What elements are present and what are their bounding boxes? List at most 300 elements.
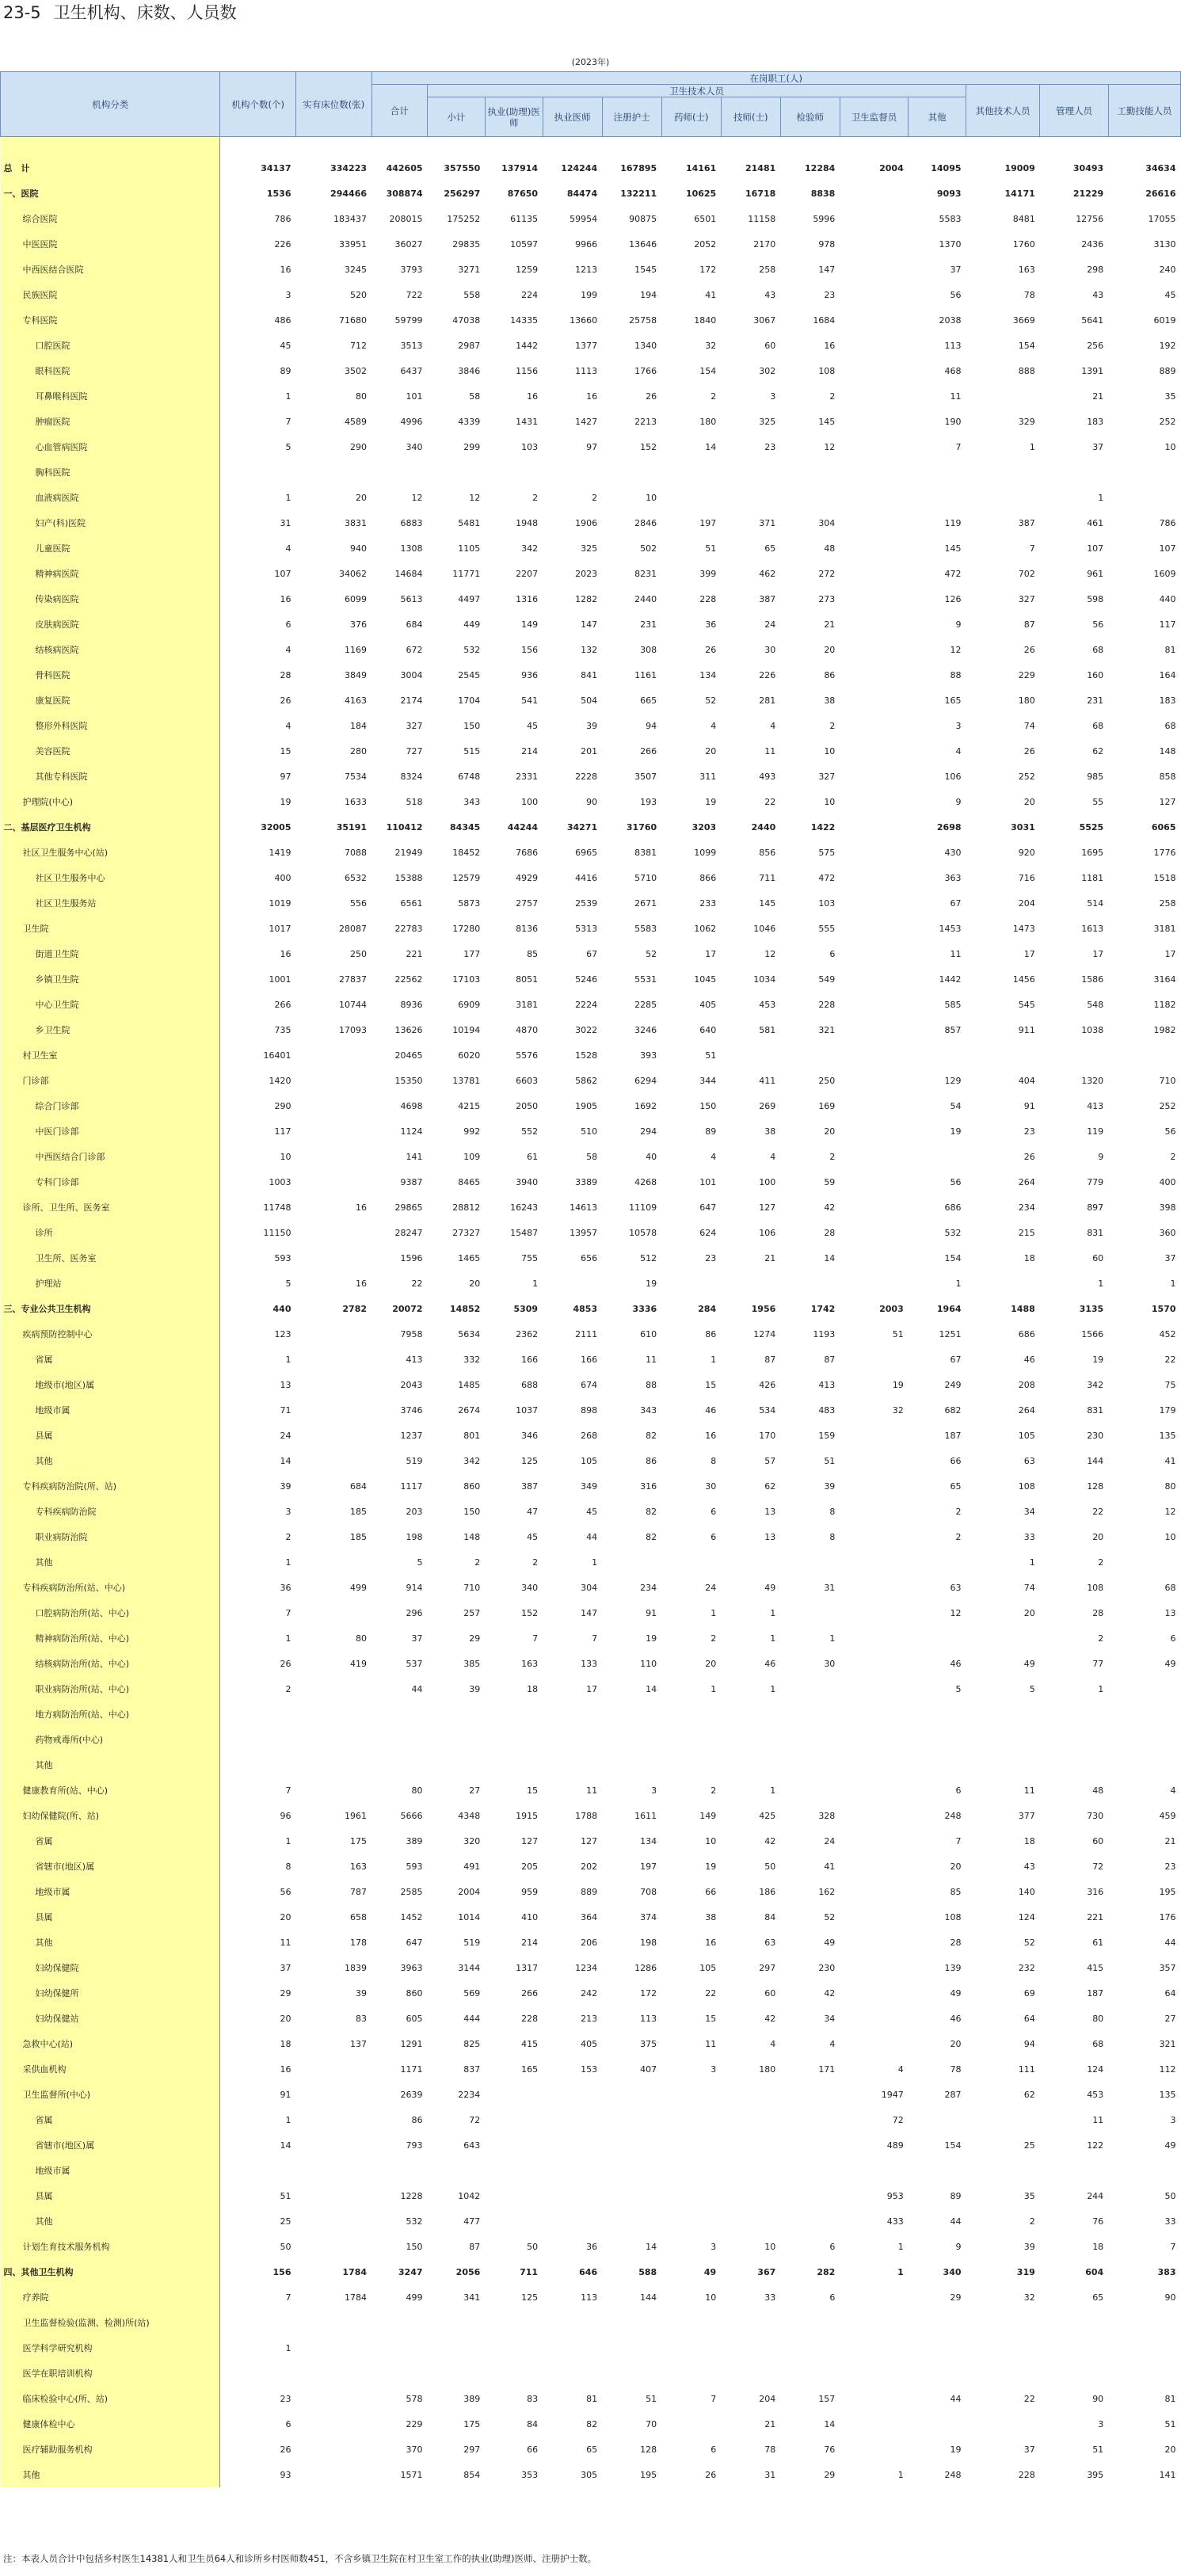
table-cell [840,612,908,637]
table-cell [721,2082,780,2107]
table-cell: 33951 [339,238,368,250]
table-cell: 477 [463,2216,481,2227]
table-cell: 7 [285,2292,291,2303]
table-cell: 518 [406,796,423,807]
table-cell: 16 [356,1202,368,1213]
table-cell: 129 [944,1075,962,1086]
spacer-cell [220,137,1181,156]
table-cell [661,2361,721,2386]
table-cell: 183437 [333,213,368,224]
table-cell: 16 [280,593,291,604]
table-cell: 16718 [745,188,776,199]
table-cell: 404 [1018,1075,1035,1086]
table-cell: 152 [521,1607,539,1618]
table-cell: 1234 [575,1962,598,1973]
table-row [1,2335,1181,2361]
row-label: 采供血机构 [1,2056,220,2082]
table-cell [840,1727,908,1752]
table-cell: 491 [463,1861,481,1872]
table-cell: 112 [1159,2063,1176,2075]
table-cell: 1488 [1011,1303,1035,1314]
table-cell [780,1549,840,1575]
table-cell [840,383,908,409]
table-cell: 3 [955,720,962,731]
table-title [3,2,237,23]
table-cell [840,2361,908,2386]
table-cell: 346 [521,1430,539,1441]
row-label: 其他 [1,2208,220,2234]
row-label: 精神病防治所(站、中心) [1,1625,220,1651]
row-label: 医学科学研究机构 [1,2335,220,2361]
table-cell: 108 [1087,1582,1104,1593]
table-cell: 468 [944,365,962,376]
header-category: 机构分类 [1,72,220,137]
table-cell: 10 [1164,1531,1176,1542]
table-cell: 2782 [342,1303,368,1314]
header-beds: 实有床位数(张) [296,72,372,137]
table-cell [840,890,908,916]
table-cell: 49 [1023,1658,1035,1669]
table-cell: 1956 [751,1303,776,1314]
table-cell: 39 [824,1480,836,1492]
table-cell: 248 [944,2469,962,2480]
table-cell: 6501 [694,213,717,224]
table-row [1,383,1181,409]
table-row [1,764,1181,789]
table-cell: 1 [285,1354,291,1365]
table-cell [840,409,908,434]
table-cell: 16 [280,264,291,275]
table-cell: 10 [1164,441,1176,452]
table-cell: 63 [764,1937,776,1948]
table-cell: 31 [824,1582,836,1593]
table-cell: 2056 [455,2266,481,2277]
table-cell: 147 [818,264,836,275]
table-cell: 502 [640,543,657,554]
table-row [1,155,1181,181]
table-cell: 2213 [634,416,657,427]
table-cell: 232 [1018,1962,1035,1973]
table-cell [220,2158,296,2183]
table-cell: 258 [759,264,776,275]
table-cell: 2 [1029,2216,1035,2227]
table-cell: 21 [1164,1835,1176,1846]
table-cell: 555 [818,923,836,934]
table-cell [840,2437,908,2462]
table-cell: 74 [1023,1582,1035,1593]
table-cell: 12 [411,492,423,503]
table-cell: 228 [699,593,717,604]
table-cell [909,2335,966,2361]
row-label: 诊所、卫生所、医务室 [1,1195,220,1220]
table-cell: 269 [759,1100,776,1111]
table-cell: 20 [705,745,717,756]
table-cell [296,1118,372,1144]
table-cell [428,2335,486,2361]
table-cell [602,2107,661,2132]
table-cell: 786 [274,213,291,224]
table-cell: 4163 [345,695,368,706]
table-row [1,1245,1181,1271]
table-cell: 13781 [452,1075,481,1086]
table-cell: 39 [586,720,598,731]
table-cell: 88 [950,669,962,680]
table-cell: 20 [1092,1531,1104,1542]
row-label: 省辖市(地区)属 [1,1854,220,1879]
table-cell: 1 [1029,1557,1035,1568]
table-cell [661,459,721,485]
table-cell: 23 [1164,1861,1176,1872]
table-cell: 2545 [458,669,481,680]
table-cell [840,1195,908,1220]
table-cell: 152 [640,441,657,452]
table-cell [721,459,780,485]
table-cell [371,1752,428,1778]
table-cell: 302 [759,365,776,376]
table-cell: 1 [532,1278,539,1289]
table-cell: 1 [711,1354,717,1365]
table-cell: 3940 [516,1176,539,1187]
table-cell: 144 [1087,1455,1104,1466]
table-cell: 419 [350,1658,368,1669]
table-cell [966,2361,1040,2386]
table-row [1,840,1181,865]
table-cell: 230 [818,1962,836,1973]
table-cell: 45 [527,1531,539,1542]
table-cell [661,485,721,510]
table-cell: 387 [521,1480,539,1492]
table-cell: 1684 [813,314,836,326]
table-cell: 23 [705,1252,717,1263]
table-cell [966,2158,1040,2183]
table-cell: 1 [829,1633,836,1644]
table-cell: 5313 [575,923,598,934]
table-cell: 17 [1023,948,1035,959]
table-cell: 1760 [1012,238,1035,250]
table-cell: 328 [818,1810,836,1821]
table-cell: 5525 [1079,821,1104,833]
table-cell [296,1397,372,1423]
table-cell [296,1042,372,1068]
row-label: 其他 [1,1752,220,1778]
table-cell: 4 [829,2038,836,2049]
table-cell: 2698 [936,821,962,833]
table-cell: 159 [818,1430,836,1441]
table-cell [428,1701,486,1727]
table-cell: 5641 [1081,314,1104,326]
table-cell: 7958 [400,1328,423,1339]
table-cell: 5873 [458,897,481,909]
table-cell: 137 [350,2038,368,2049]
table-cell [909,1727,966,1752]
table-cell: 51 [705,1050,717,1061]
table-cell [543,1701,602,1727]
table-row [1,890,1181,916]
table-cell: 169 [818,1100,836,1111]
table-row [1,1980,1181,2006]
table-row [1,1195,1181,1220]
table-cell: 242 [581,1987,598,1999]
table-cell: 367 [757,2266,776,2277]
table-cell: 156 [521,644,539,655]
header-other: 其他 [909,97,966,137]
table-cell: 2 [532,1557,539,1568]
table-cell [780,2335,840,2361]
table-row [1,485,1181,510]
table-cell: 866 [699,872,717,883]
table-cell: 133 [581,1658,598,1669]
table-cell: 119 [1087,1126,1104,1137]
table-cell [780,2107,840,2132]
table-cell: 1695 [1081,847,1104,858]
table-cell: 3031 [1011,821,1035,833]
table-cell: 284 [698,1303,717,1314]
table-cell: 266 [640,745,657,756]
table-cell: 39 [469,1683,481,1694]
table-cell: 4 [711,720,717,731]
table-cell: 6065 [1151,821,1176,833]
table-row [1,2183,1181,2208]
table-cell: 183 [1087,416,1104,427]
table-cell: 226 [274,238,291,250]
table-cell: 140 [1018,1886,1035,1897]
table-cell: 3389 [575,1176,598,1187]
row-label: 门诊部 [1,1068,220,1093]
table-cell: 20 [950,1861,962,1872]
table-cell: 1 [1098,492,1104,503]
table-cell: 2 [592,492,598,503]
table-cell: 25758 [629,314,657,326]
table-cell: 2 [532,492,539,503]
table-cell: 157 [818,2393,836,2404]
table-cell [840,1271,908,1296]
table-cell: 134 [640,1835,657,1846]
table-cell: 33 [764,2292,776,2303]
table-cell [296,2208,372,2234]
table-cell: 124244 [561,162,598,173]
table-cell: 28 [280,669,291,680]
table-cell: 150 [463,720,481,731]
table-cell: 727 [406,745,423,756]
table-cell: 87 [824,1354,836,1365]
table-cell: 15 [527,1785,539,1796]
table-cell: 16 [356,1278,368,1289]
table-cell: 21 [764,1252,776,1263]
table-cell: 5246 [575,974,598,985]
table-cell [1040,1727,1108,1752]
table-cell: 340 [521,1582,539,1593]
table-cell: 34271 [566,821,598,833]
table-cell [840,2411,908,2437]
header-licensed-physician: 执业医师 [543,97,602,137]
table-row [1,1271,1181,1296]
table-cell: 31 [764,2469,776,2480]
table-cell: 656 [581,1252,598,1263]
table-cell [220,2310,296,2335]
table-cell [485,1727,543,1752]
table-cell: 50 [527,2241,539,2252]
row-label: 口腔病防治所(站、中心) [1,1600,220,1625]
table-cell [1040,2158,1108,2183]
table-cell: 2 [829,391,836,402]
table-cell: 449 [463,619,481,630]
table-cell: 6 [829,2292,836,2303]
table-cell: 4929 [516,872,539,883]
table-cell: 87 [1023,619,1035,630]
table-cell: 11 [646,1354,657,1365]
table-cell: 6883 [400,517,423,528]
table-cell: 857 [944,1024,962,1035]
table-cell: 7 [592,1633,598,1644]
table-cell: 2050 [516,1100,539,1111]
table-cell [840,2158,908,2183]
table-cell: 94 [1023,2038,1035,2049]
table-cell: 83 [356,2013,368,2024]
table-cell [371,2158,428,2183]
table-cell: 127 [759,1202,776,1213]
table-cell [1108,2335,1180,2361]
table-cell: 1037 [516,1404,539,1416]
table-cell: 39 [280,1480,291,1492]
table-cell: 80 [356,391,368,402]
table-cell: 90 [1092,2393,1104,2404]
table-cell: 185 [350,1506,368,1517]
row-label: 四、其他卫生机构 [1,2259,220,2284]
table-cell: 8 [711,1455,717,1466]
table-cell: 374 [640,1911,657,1922]
table-cell [543,2183,602,2208]
table-cell: 1308 [400,543,423,554]
table-cell [721,1271,780,1296]
table-row [1,1651,1181,1676]
table-row [1,2284,1181,2310]
table-cell: 14 [280,1455,291,1466]
table-cell [840,1625,908,1651]
table-cell: 3963 [400,1962,423,1973]
table-cell: 978 [818,238,836,250]
table-cell: 342 [521,543,539,554]
table-cell [543,2208,602,2234]
table-cell: 7 [285,416,291,427]
table-cell: 34 [1023,1506,1035,1517]
table-cell [780,2208,840,2234]
table-cell [296,1372,372,1397]
table-cell [661,2310,721,2335]
table-cell: 2 [711,1785,717,1796]
table-cell: 15 [705,1379,717,1390]
table-cell: 1905 [575,1100,598,1111]
table-cell: 132211 [620,188,657,199]
table-cell: 593 [406,1861,423,1872]
header-technicians: 技师(士) [721,97,780,137]
row-label: 地级市属 [1,2158,220,2183]
table-cell: 11771 [452,568,481,579]
table-cell [543,2132,602,2158]
table-cell: 26616 [1145,188,1176,199]
table-cell: 23 [824,289,836,300]
table-cell: 4 [770,720,776,731]
table-cell: 82 [646,1430,657,1441]
table-cell: 357 [1159,1962,1176,1973]
table-cell: 1570 [1151,1303,1176,1314]
table-cell [543,2335,602,2361]
table-cell: 2671 [634,897,657,909]
table-cell [840,1118,908,1144]
table-cell: 520 [350,289,368,300]
table-cell [840,1473,908,1499]
table-cell: 1545 [634,264,657,275]
table-cell: 405 [699,999,717,1010]
table-cell: 29 [469,1633,481,1644]
table-cell: 228 [818,999,836,1010]
table-cell: 66 [950,1455,962,1466]
table-cell: 25 [1023,2140,1035,2151]
table-cell [721,485,780,510]
table-cell: 462 [759,568,776,579]
table-cell: 13 [764,1506,776,1517]
table-cell: 90 [586,796,598,807]
table-cell: 12 [1164,1506,1176,1517]
table-cell: 320 [463,1835,481,1846]
table-cell: 72 [469,2114,481,2125]
table-cell: 69 [1023,1987,1035,1999]
table-cell: 22562 [394,974,423,985]
table-cell [661,1752,721,1778]
table-cell: 117 [1159,619,1176,630]
table-cell [721,2107,780,2132]
table-cell: 19 [950,1126,962,1137]
table-cell: 363 [944,872,962,883]
table-cell: 407 [640,2063,657,2075]
table-cell: 7 [1170,2241,1176,2252]
table-cell: 1788 [575,1810,598,1821]
table-cell: 14095 [931,162,962,173]
table-cell: 1611 [634,1810,657,1821]
table-cell: 992 [463,1126,481,1137]
footnote: 注：本表人员合计中包括乡村医生14381人和卫生员64人和诊所乡村医师数451，不含乡镇卫生院在村卫生室工作的执业(助理)医师、注册护士数。 [3,2553,597,2564]
table-cell [840,282,908,307]
table-row [1,2437,1181,2462]
row-label: 专科疾病防治所(站、中心) [1,1575,220,1600]
table-cell: 4497 [458,593,481,604]
table-cell [840,2031,908,2056]
table-cell [296,1752,372,1778]
table-cell: 44244 [507,821,539,833]
table-row [1,1423,1181,1448]
table-cell: 50 [1164,2190,1176,2201]
table-row [1,206,1181,231]
table-cell: 110 [640,1658,657,1669]
table-cell [1108,2361,1180,2386]
table-row [1,409,1181,434]
table-cell: 327 [406,720,423,731]
table-cell: 1839 [345,1962,368,1973]
table-cell [543,1727,602,1752]
table-cell [780,2183,840,2208]
table-cell [780,459,840,485]
table-cell: 85 [950,1886,962,1897]
table-cell [1040,2310,1108,2335]
table-cell: 65 [586,2444,598,2455]
table-cell: 556 [350,897,368,909]
table-cell: 56 [950,289,962,300]
table-cell: 549 [818,974,836,985]
table-row [1,2082,1181,2107]
table-cell: 147 [581,619,598,630]
table-cell [840,814,908,840]
table-cell: 108 [944,1911,962,1922]
table-cell: 19 [646,1278,657,1289]
